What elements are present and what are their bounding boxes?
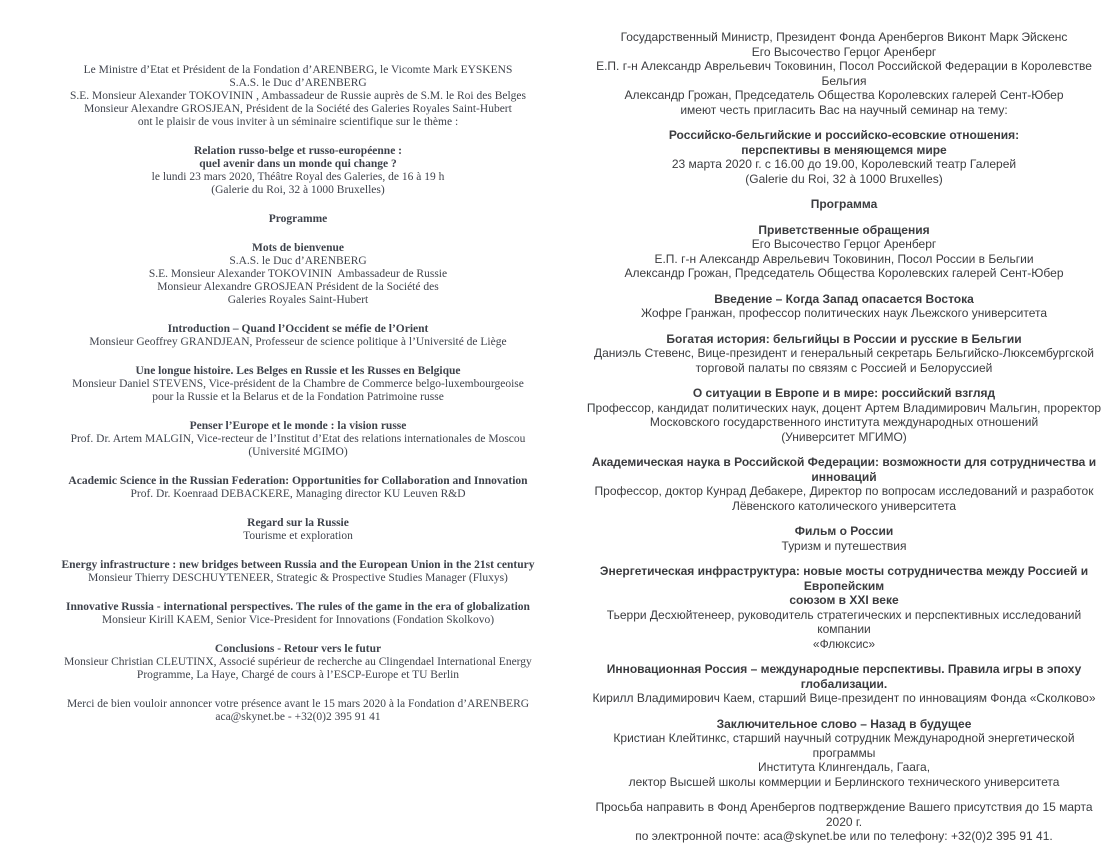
- text-line: Galeries Royales Saint-Hubert: [227, 294, 369, 306]
- text-line: le lundi 23 mars 2020, Théâtre Royal des Galeries, de 16 à 19 h: [151, 171, 445, 183]
- heading-line: перспективы в меняющемся мире: [741, 142, 947, 157]
- text-line: 23 марта 2020 г. с 16.00 до 19.00, Королевский театр Галерей: [671, 157, 1017, 171]
- text-line: S.A.S. le Duc d’ARENBERG: [229, 255, 367, 267]
- french-program-column: [40, 64, 556, 740]
- text-line: Monsieur Geoffrey GRANDJEAN, Professeur de science politique à l’Université de Liège: [89, 336, 507, 348]
- text-line: S.A.S. le Duc d’ARENBERG: [229, 77, 367, 89]
- paragraph: [582, 524, 1106, 553]
- heading-line: союзом в XXI веке: [789, 593, 899, 607]
- text-line: Monsieur Alexandre GROSJEAN, Président de la Société des Galeries Royales Saint-Hubert: [84, 103, 512, 115]
- text-line: Prof. Dr. Koenraad DEBACKERE, Managing director KU Leuven R&D: [130, 488, 466, 500]
- text-line: Monsieur Kirill KAEM, Senior Vice-President for Innovations (Fondation Skolkovo): [101, 614, 495, 626]
- paragraph: [582, 197, 1106, 212]
- text-line: Monsieur Daniel STEVENS, Vice-président de la Chambre de Commerce belgo-luxembourgeoise: [72, 378, 524, 390]
- heading-line: Энергетическая инфраструктура: новые мосты сотрудничества между Россией и Европейским: [599, 564, 1092, 593]
- paragraph: [40, 145, 556, 197]
- paragraph: [582, 800, 1106, 844]
- text-line: Merci de bien vouloir annoncer votre présence avant le 15 mars 2020 à la Fondation d’ARENBERG: [66, 698, 530, 710]
- text-line: Кирилл Владимирович Каем, старший Вице-президент по инновациям Фонда «Сколково»: [592, 691, 1096, 705]
- text-line: Московского государственного института международных отношений: [649, 415, 1039, 429]
- heading-line: Une longue histoire. Les Belges en Russie et les Russes en Belgique: [135, 365, 461, 377]
- paragraph: [40, 420, 556, 459]
- paragraph: [40, 643, 556, 682]
- heading-line: Mots de bienvenue: [252, 242, 344, 254]
- text-line: Его Высочество Герцог Аренберг: [751, 44, 937, 59]
- text-line: S.E. Monsieur Alexander TOKOVININ , Ambassadeur de Russie auprès de S.M. le Roi des Belges: [70, 90, 526, 102]
- text-line: Prof. Dr. Artem MALGIN, Vice-recteur de l’Institut d’Etat des relations internationales de Moscou: [70, 433, 526, 445]
- text-line: лектор Высшей школы коммерции и Берлинского технического университета: [628, 774, 1060, 789]
- text-line: aca@skynet.be - +32(0)2 395 91 41: [215, 711, 381, 723]
- text-line: (Université MGIMO): [248, 446, 348, 458]
- text-line: по электронной почте: aca@skynet.be или по телефону: +32(0)2 395 91 41.: [635, 829, 1053, 843]
- paragraph: [40, 601, 556, 627]
- text-line: Института Клингендаль, Гаага,: [757, 760, 931, 774]
- heading-line: Инновационная Россия – международные перспективы. Правила игры в эпоху глобализации.: [606, 662, 1085, 691]
- paragraph: [582, 386, 1106, 444]
- heading-line: Innovative Russia - international perspectives. The rules of the game in the era of globalization: [66, 601, 530, 613]
- paragraph: [582, 292, 1106, 321]
- heading-line: Conclusions - Retour vers le futur: [214, 643, 382, 655]
- text-line: Е.П. г-н Александр Аврельевич Токовинин, Посол Российской Федерации в Королевстве Бельгия: [596, 59, 1096, 88]
- heading-line: Академическая наука в Российской Федерации: возможности для сотрудничества и: [591, 455, 1097, 469]
- text-line: pour la Russie et la Belarus et de la Fondation Patrimoine russe: [152, 391, 444, 403]
- text-line: Профессор, доктор Кунрад Дебакере, Директор по вопросам исследований и разработок: [594, 484, 1094, 498]
- text-line: Профессор, кандидат политических наук, доцент Артем Владимирович Мальгин, проректор: [586, 400, 1102, 415]
- heading-line: Regard sur la Russie: [247, 517, 349, 529]
- text-line: Александр Грожан, Председатель Общества Королевских галерей Сент-Юбер: [624, 266, 1064, 280]
- text-line: (Galerie du Roi, 32 à 1000 Bruxelles): [745, 171, 943, 186]
- heading-line: Российско-бельгийские и российско-есовские отношения:: [668, 128, 1020, 142]
- text-line: S.E. Monsieur Alexander TOKOVININ Ambassadeur de Russie: [148, 268, 448, 280]
- heading-line: Energy infrastructure : new bridges between Russia and the European Union in the 21st century: [61, 559, 535, 571]
- text-line: Государственный Министр, Президент Фонда Аренбергов Виконт Марк Эйскенс: [620, 30, 1068, 44]
- text-line: Александр Грожан, Председатель Общества Королевских галерей Сент-Юбер: [624, 88, 1064, 102]
- text-line: Даниэль Стевенс, Вице-президент и генеральный секретарь Бельгийско-Люксембургской: [593, 346, 1095, 360]
- paragraph: [40, 242, 556, 307]
- text-line: имеют честь пригласить Вас на научный семинар на тему:: [680, 102, 1008, 117]
- text-line: (Университет МГИМО): [781, 429, 907, 444]
- paragraph: [582, 662, 1106, 706]
- heading-line: Penser l’Europe et le monde : la vision russe: [189, 420, 407, 432]
- paragraph: [40, 698, 556, 724]
- paragraph: [40, 213, 556, 226]
- paragraph: [582, 455, 1106, 513]
- text-line: Е.П. г-н Александр Аврельевич Токовинин, Посол России в Бельгии: [654, 251, 1034, 266]
- paragraph: [582, 223, 1106, 281]
- text-line: (Galerie du Roi, 32 à 1000 Bruxelles): [211, 184, 385, 196]
- text-line: Le Ministre d’Etat et Président de la Fondation d’ARENBERG, le Vicomte Mark EYSKENS: [83, 64, 513, 76]
- text-line: Monsieur Alexandre GROSJEAN Président de la Société des: [157, 281, 439, 293]
- paragraph: [40, 475, 556, 501]
- paragraph: [40, 517, 556, 543]
- heading-line: Введение – Когда Запад опасается Востока: [714, 291, 974, 306]
- text-line: «Флюксис»: [812, 636, 876, 651]
- paragraph: [40, 64, 556, 129]
- paragraph: [582, 30, 1106, 117]
- heading-line: Relation russo-belge et russo-européenne :: [193, 145, 403, 157]
- paragraph: [40, 323, 556, 349]
- text-line: Жофре Гранжан, профессор политических наук Льежского университета: [640, 306, 1048, 320]
- text-line: Просьба направить в Фонд Аренбергов подтверждение Вашего присутствия до 15 марта 2020 г.: [595, 800, 1096, 829]
- heading-line: Программа: [810, 197, 878, 211]
- text-line: Programme, La Haye, Chargé de cours à l’ESCP-Europe et TU Berlin: [136, 669, 460, 681]
- heading-line: Фильм о России: [794, 524, 894, 538]
- paragraph: [582, 332, 1106, 376]
- text-line: Его Высочество Герцог Аренберг: [751, 237, 937, 251]
- text-line: Туризм и путешествия: [781, 538, 907, 553]
- paragraph: [40, 365, 556, 404]
- paragraph: [582, 564, 1106, 651]
- paragraph: [582, 717, 1106, 790]
- heading-line: Academic Science in the Russian Federation: Opportunities for Collaboration and Innovation: [68, 475, 528, 487]
- text-line: Monsieur Christian CLEUTINX, Associé supérieur de recherche au Clingendael International Energy: [64, 656, 532, 668]
- text-line: Tourisme et exploration: [243, 530, 353, 542]
- heading-line: инноваций: [811, 469, 877, 484]
- text-line: Monsieur Thierry DESCHUYTENEER, Strategic & Prospective Studies Manager (Fluxys): [88, 572, 508, 584]
- heading-line: Приветственные обращения: [758, 222, 930, 237]
- text-line: Лёвенского католического университета: [731, 498, 957, 513]
- paragraph: [582, 128, 1106, 186]
- text-line: ont le plaisir de vous inviter à un séminaire scientifique sur le thème :: [137, 116, 459, 128]
- heading-line: Introduction – Quand l’Occident se méfie de l’Orient: [167, 323, 429, 335]
- heading-line: quel avenir dans un monde qui change ?: [199, 158, 397, 170]
- text-line: торговой палаты по связям с Россией и Белоруссией: [695, 360, 993, 375]
- text-line: Кристиан Клейтинкс, старший научный сотрудник Международной энергетической программы: [613, 731, 1078, 760]
- text-line: Тьерри Десхюйтенеер, руководитель стратегических и перспективных исследований компании: [606, 607, 1085, 636]
- heading-line: Богатая история: бельгийцы в России и русские в Бельгии: [666, 331, 1022, 346]
- heading-line: Заключительное слово – Назад в будущее: [716, 716, 972, 731]
- heading-line: Programme: [268, 213, 328, 225]
- heading-line: О ситуации в Европе и в мире: российский взгляд: [692, 386, 996, 400]
- russian-program-column: [582, 30, 1106, 855]
- paragraph: [40, 559, 556, 585]
